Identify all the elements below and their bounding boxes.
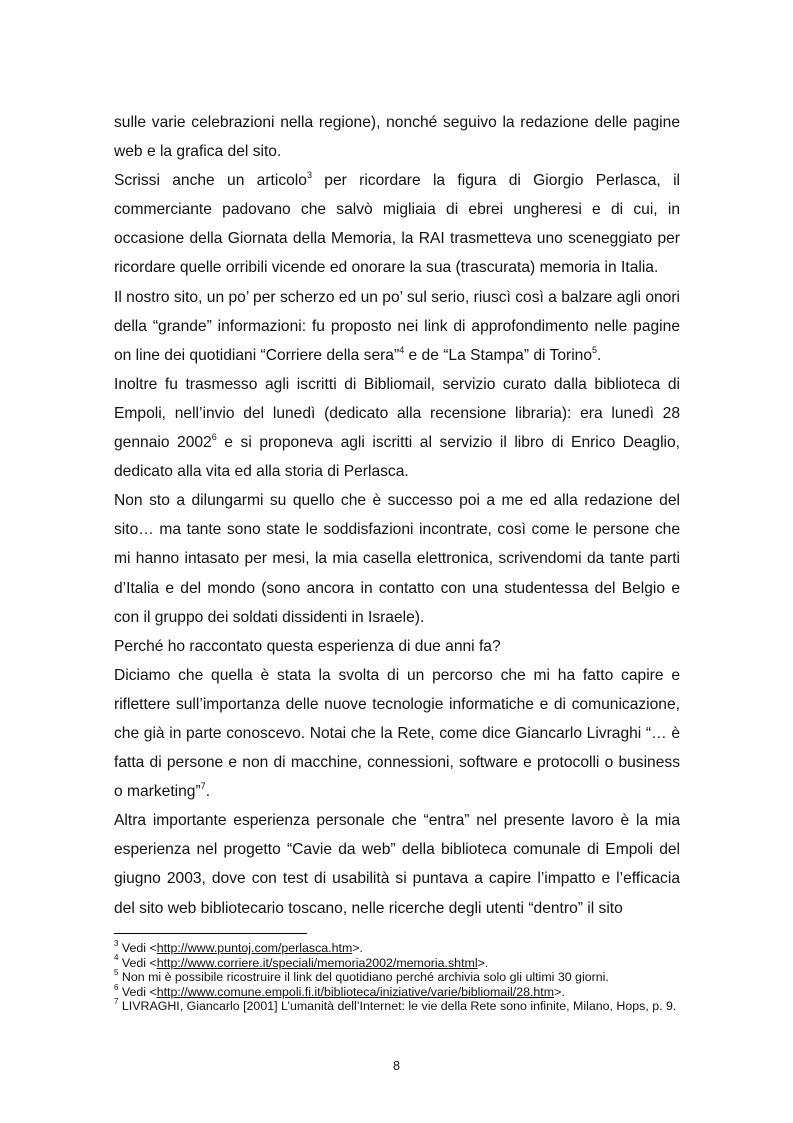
paragraph-text: Non sto a dilungarmi su quello che è successo poi a me ed alla redazione del sito… ma tante sono state le soddisfazioni incontrate, così come le persone che mi hanno intasato per mesi, la mia casella elettronica, scrivendomi da tante parti d’Italia e del mondo (sono ancora in contatto con una studentessa del Belgio e con il gruppo dei soldati dissidenti in Israele). — [114, 492, 680, 626]
paragraph-text: Scrissi anche un articolo — [114, 172, 307, 190]
footnote-ref: 5 — [592, 344, 598, 355]
footnote-ref: 3 — [306, 170, 312, 180]
main-text — [114, 108, 680, 923]
paragraph-text: . — [205, 783, 211, 801]
footnote-number: 3 — [114, 938, 119, 948]
paragraph-text: Il nostro sito, un po’ per scherzo ed un po’ sul serio, riuscì così a balzare agli onori della “grande” informazioni: fu proposto nei link di approfondimento nelle pagine on line dei quotidiani “Corriere della sera” — [114, 288, 680, 364]
page-number: 8 — [392, 1059, 400, 1073]
footnote-text: Vedi < — [118, 941, 157, 955]
footnote — [114, 999, 680, 1014]
footnote-number: 5 — [114, 968, 119, 978]
paragraph — [114, 370, 680, 486]
paragraph — [114, 283, 680, 370]
paragraph — [114, 486, 680, 631]
footnotes — [114, 938, 680, 1014]
paragraph-text: e si proponeva agli iscritti al servizio il libro di Enrico Deaglio, dedicato alla vita ed alla storia di Perlasca. — [114, 434, 680, 481]
paragraph — [114, 806, 680, 922]
paragraph-text: sulle varie celebrazioni nella regione), nonché seguivo la redazione delle pagine web e la grafica del sito. — [114, 114, 680, 161]
paragraph-text: Diciamo che quella è stata la svolta di un percorso che mi ha fatto capire e riflettere sull’importanza delle nuove tecnologie informatiche e di comunicazione, che già in parte conoscevo. Notai che la Rete, come dice Giancarlo Livraghi “… è fatta di persone e non di macchine, connessioni, software e protocolli o business o marketing” — [114, 666, 680, 801]
footnote-text: Vedi < — [118, 984, 157, 999]
paragraph — [114, 632, 680, 661]
paragraph-text: Altra importante esperienza personale che “entra” nel presente lavoro è la mia esperienza nel progetto “Cavie da web” della biblioteca comunale di Empoli del giugno 2003, dove con test di usabilità si puntava a capire l’impatto e l’efficacia del sito web bibliotecario toscano, nelle ricerche degli utenti “dentro” il sito — [114, 812, 680, 917]
paragraph — [114, 661, 680, 806]
footnote — [114, 982, 680, 1000]
footnote — [114, 953, 680, 971]
paragraph-text: per ricordare la figura di Giorgio Perlasca, il commerciante padovano che salvò migliaia di ebrei ungheresi e di cui, in occasione della Giornata della Memoria, la RAI trasmetteva uno sceneggiato per ricordare quelle orribili vicende ed onorare la sua (trascurata) memoria in Italia. — [114, 172, 680, 277]
paragraph — [114, 166, 680, 282]
footnote-ref: 4 — [399, 344, 405, 355]
footnote-number: 4 — [114, 953, 119, 963]
paragraph-text: Perché ho raccontato questa esperienza di due anni fa? — [114, 637, 501, 655]
footnote-text: >. — [352, 941, 363, 955]
footnote-text: LIVRAGHI, Giancarlo [2001] L’umanità dell’Internet: le vie della Rete sono infinite, Milano, Hops, p. 9. — [118, 999, 677, 1014]
footnote — [114, 938, 680, 956]
footnote-link[interactable]: http://www.puntoj.com/perlasca.htm — [156, 941, 353, 955]
footnote-link[interactable]: http://www.corriere.it/speciali/memoria2002/memoria.shtml — [156, 955, 478, 970]
footnote — [114, 970, 680, 985]
footnote-text: >. — [477, 955, 489, 970]
footnote-text: Vedi < — [118, 955, 157, 970]
footnote-number: 6 — [114, 982, 119, 992]
footnote-text: Non mi è possibile ricostruire il link del quotidiano perché archivia solo gli ultimi 30 giorni. — [118, 970, 609, 985]
footnote-text: >. — [554, 984, 565, 999]
footnote-link[interactable]: http://www.comune.empoli.fi.it/biblioteca/iniziative/varie/bibliomail/28.htm — [156, 984, 555, 999]
footnote-ref: 7 — [200, 780, 206, 791]
footnote-separator — [114, 933, 307, 934]
footnote-number: 7 — [114, 997, 119, 1007]
paragraph-text: Inoltre fu trasmesso agli iscritti di Bibliomail, servizio curato dalla biblioteca di Empoli, nell’invio del lunedì (dedicato alla recensione libraria): era lunedì 28 gennaio 2002 — [114, 375, 680, 452]
paragraph-text: e de “La Stampa” di Torino — [404, 346, 593, 364]
paragraph-text: . — [597, 346, 602, 364]
footnote-ref: 6 — [211, 431, 217, 442]
paragraph — [114, 108, 680, 166]
